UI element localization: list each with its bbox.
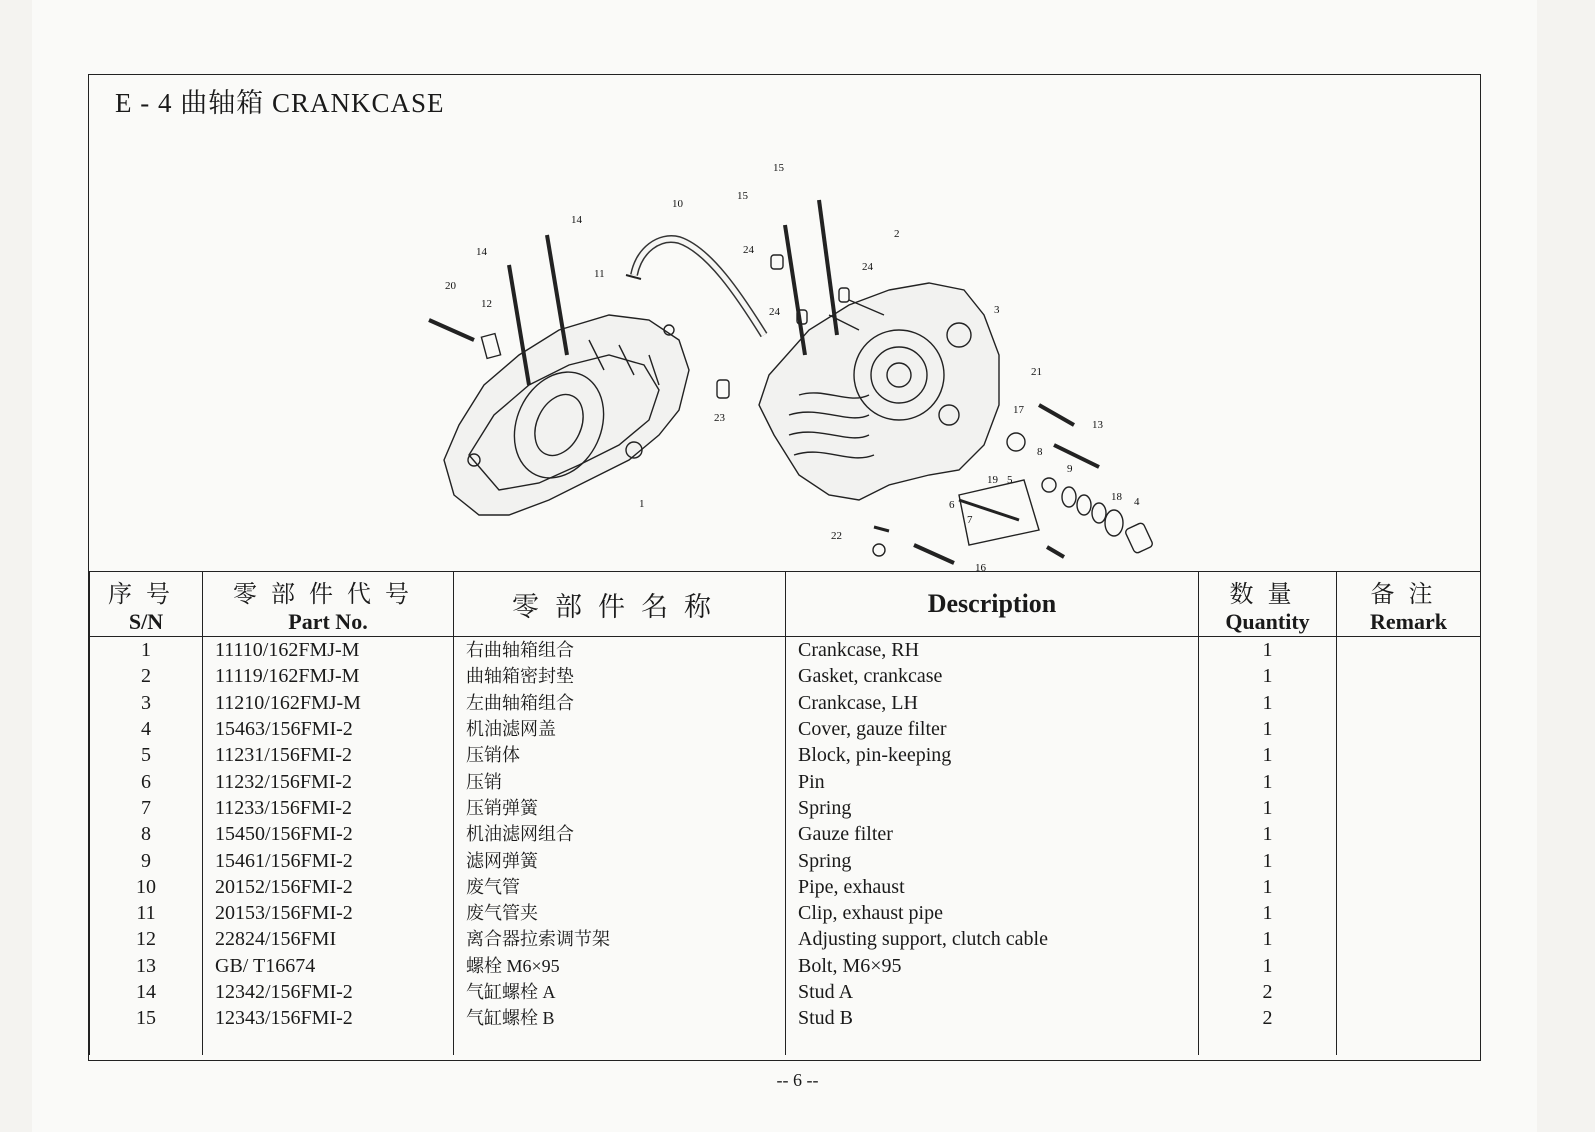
cell-qty: 1 xyxy=(1199,742,1337,768)
svg-text:14: 14 xyxy=(571,214,582,226)
table-row xyxy=(90,821,1481,847)
empty-cell xyxy=(1337,1031,1481,1055)
cell-sn: 2 xyxy=(90,663,203,689)
cell-pn: 11119/162FMJ-M xyxy=(203,663,454,689)
cell-qty: 1 xyxy=(1199,663,1337,689)
cell-pn: 20153/156FMI-2 xyxy=(203,900,454,926)
cell-sn: 12 xyxy=(90,926,203,952)
cell-qty: 1 xyxy=(1199,821,1337,847)
svg-text:22: 22 xyxy=(831,530,842,542)
cell-name: 螺栓 M6×95 xyxy=(454,953,786,979)
cell-desc: Stud A xyxy=(786,979,1199,1005)
cell-sn: 3 xyxy=(90,690,203,716)
cell-sn: 7 xyxy=(90,795,203,821)
cell-desc: Block, pin-keeping xyxy=(786,742,1199,768)
svg-text:14: 14 xyxy=(476,246,487,258)
cell-qty: 1 xyxy=(1199,953,1337,979)
svg-text:12: 12 xyxy=(481,298,492,310)
cell-qty: 2 xyxy=(1199,979,1337,1005)
cell-sn: 14 xyxy=(90,979,203,1005)
svg-text:21: 21 xyxy=(1031,366,1042,378)
header-description: Description xyxy=(786,572,1199,637)
cell-pn: 11232/156FMI-2 xyxy=(203,768,454,794)
cell-name: 机油滤网盖 xyxy=(454,716,786,742)
cell-desc: Pipe, exhaust xyxy=(786,874,1199,900)
cell-remark xyxy=(1337,847,1481,873)
svg-text:11: 11 xyxy=(594,268,605,280)
cell-pn: 15450/156FMI-2 xyxy=(203,821,454,847)
cell-qty: 1 xyxy=(1199,716,1337,742)
table-row xyxy=(90,847,1481,873)
empty-cell xyxy=(1199,1031,1337,1055)
svg-text:9: 9 xyxy=(1067,463,1073,475)
page-number: -- 6 -- xyxy=(776,1070,819,1090)
cell-name: 滤网弹簧 xyxy=(454,847,786,873)
cell-qty: 1 xyxy=(1199,768,1337,794)
cell-desc: Spring xyxy=(786,795,1199,821)
cell-pn: 11210/162FMJ-M xyxy=(203,690,454,716)
cell-remark xyxy=(1337,1005,1481,1031)
table-row xyxy=(90,637,1481,664)
parts-table-wrap xyxy=(89,571,1480,1055)
cell-desc: Gauze filter xyxy=(786,821,1199,847)
cell-remark xyxy=(1337,663,1481,689)
cell-pn: 12342/156FMI-2 xyxy=(203,979,454,1005)
cell-pn: 15461/156FMI-2 xyxy=(203,847,454,873)
cell-name: 离合器拉索调节架 xyxy=(454,926,786,952)
parts-frame xyxy=(88,74,1481,1061)
cell-remark xyxy=(1337,821,1481,847)
svg-text:2: 2 xyxy=(894,228,900,240)
cell-pn: 15463/156FMI-2 xyxy=(203,716,454,742)
cell-desc: Gasket, crankcase xyxy=(786,663,1199,689)
table-body xyxy=(90,637,1481,1056)
cell-remark xyxy=(1337,926,1481,952)
empty-cell xyxy=(90,1031,203,1055)
cell-sn: 4 xyxy=(90,716,203,742)
cell-pn: 20152/156FMI-2 xyxy=(203,874,454,900)
cell-qty: 1 xyxy=(1199,900,1337,926)
cell-pn: 11110/162FMJ-M xyxy=(203,637,454,664)
cell-remark xyxy=(1337,953,1481,979)
table-row xyxy=(90,874,1481,900)
svg-text:16: 16 xyxy=(975,562,986,571)
cell-desc: Crankcase, LH xyxy=(786,690,1199,716)
cell-remark xyxy=(1337,742,1481,768)
cell-name: 压销 xyxy=(454,768,786,794)
svg-text:3: 3 xyxy=(994,304,1000,316)
cell-pn: 12343/156FMI-2 xyxy=(203,1005,454,1031)
empty-cell xyxy=(203,1031,454,1055)
table-row xyxy=(90,663,1481,689)
cell-name: 左曲轴箱组合 xyxy=(454,690,786,716)
table-row xyxy=(90,768,1481,794)
cell-qty: 1 xyxy=(1199,795,1337,821)
header-remark: 备注 Remark xyxy=(1337,572,1481,637)
cell-remark xyxy=(1337,768,1481,794)
crankcase-exploded-view xyxy=(89,115,1482,571)
cell-remark xyxy=(1337,716,1481,742)
cell-qty: 1 xyxy=(1199,690,1337,716)
cell-remark xyxy=(1337,874,1481,900)
table-row xyxy=(90,742,1481,768)
svg-text:24: 24 xyxy=(743,244,754,256)
cell-desc: Pin xyxy=(786,768,1199,794)
cell-pn: 11233/156FMI-2 xyxy=(203,795,454,821)
table-row xyxy=(90,953,1481,979)
table-row xyxy=(90,979,1481,1005)
table-padding-row xyxy=(90,1031,1481,1055)
cell-qty: 1 xyxy=(1199,874,1337,900)
cell-remark xyxy=(1337,979,1481,1005)
cell-desc: Adjusting support, clutch cable xyxy=(786,926,1199,952)
cell-desc: Bolt, M6×95 xyxy=(786,953,1199,979)
cell-qty: 1 xyxy=(1199,926,1337,952)
table-row xyxy=(90,1005,1481,1031)
cell-desc: Crankcase, RH xyxy=(786,637,1199,664)
svg-text:17: 17 xyxy=(1013,404,1024,416)
empty-cell xyxy=(454,1031,786,1055)
svg-text:24: 24 xyxy=(769,306,780,318)
svg-text:18: 18 xyxy=(1111,491,1122,503)
svg-text:10: 10 xyxy=(672,198,683,210)
header-name-cn: 零部件名称 xyxy=(454,572,786,637)
cell-desc: Clip, exhaust pipe xyxy=(786,900,1199,926)
cell-name: 压销弹簧 xyxy=(454,795,786,821)
cell-remark xyxy=(1337,900,1481,926)
header-sn: 序号 S/N xyxy=(90,572,203,637)
table-header-row xyxy=(90,572,1481,637)
cell-sn: 11 xyxy=(90,900,203,926)
cell-qty: 1 xyxy=(1199,637,1337,664)
cell-pn: GB/ T16674 xyxy=(203,953,454,979)
svg-text:7: 7 xyxy=(967,514,973,526)
cell-sn: 8 xyxy=(90,821,203,847)
svg-text:13: 13 xyxy=(1092,419,1103,431)
cell-pn: 22824/156FMI xyxy=(203,926,454,952)
svg-text:1: 1 xyxy=(639,498,645,510)
empty-cell xyxy=(786,1031,1199,1055)
table-row xyxy=(90,716,1481,742)
cell-name: 废气管 xyxy=(454,874,786,900)
cell-desc: Stud B xyxy=(786,1005,1199,1031)
svg-text:24: 24 xyxy=(862,261,873,273)
svg-text:19: 19 xyxy=(987,474,998,486)
cell-remark xyxy=(1337,637,1481,664)
header-part-no: 零部件代号 Part No. xyxy=(203,572,454,637)
table-row xyxy=(90,795,1481,821)
table-row xyxy=(90,926,1481,952)
header-quantity: 数量 Quantity xyxy=(1199,572,1337,637)
svg-text:6: 6 xyxy=(949,499,955,511)
cell-name: 机油滤网组合 xyxy=(454,821,786,847)
svg-text:23: 23 xyxy=(714,412,725,424)
cell-desc: Cover, gauze filter xyxy=(786,716,1199,742)
cell-qty: 1 xyxy=(1199,847,1337,873)
cell-name: 废气管夹 xyxy=(454,900,786,926)
cell-name: 压销体 xyxy=(454,742,786,768)
svg-text:15: 15 xyxy=(773,162,784,174)
cell-name: 曲轴箱密封垫 xyxy=(454,663,786,689)
cell-remark xyxy=(1337,690,1481,716)
cell-sn: 10 xyxy=(90,874,203,900)
svg-text:4: 4 xyxy=(1134,496,1140,508)
svg-text:8: 8 xyxy=(1037,446,1043,458)
cell-qty: 2 xyxy=(1199,1005,1337,1031)
cell-remark xyxy=(1337,795,1481,821)
cell-name: 气缸螺栓 A xyxy=(454,979,786,1005)
table-row xyxy=(90,690,1481,716)
svg-text:20: 20 xyxy=(445,280,456,292)
page-title: E - 4 曲轴箱 CRANKCASE xyxy=(115,88,445,118)
cell-sn: 15 xyxy=(90,1005,203,1031)
cell-name: 气缸螺栓 B xyxy=(454,1005,786,1031)
cell-pn: 11231/156FMI-2 xyxy=(203,742,454,768)
table-row xyxy=(90,900,1481,926)
cell-desc: Spring xyxy=(786,847,1199,873)
cell-name: 右曲轴箱组合 xyxy=(454,637,786,664)
exploded-diagram xyxy=(89,115,1482,571)
cell-sn: 1 xyxy=(90,637,203,664)
cell-sn: 6 xyxy=(90,768,203,794)
cell-sn: 9 xyxy=(90,847,203,873)
cell-sn: 5 xyxy=(90,742,203,768)
svg-text:5: 5 xyxy=(1007,474,1013,486)
parts-table xyxy=(89,571,1481,1055)
cell-sn: 13 xyxy=(90,953,203,979)
svg-text:15: 15 xyxy=(737,190,748,202)
